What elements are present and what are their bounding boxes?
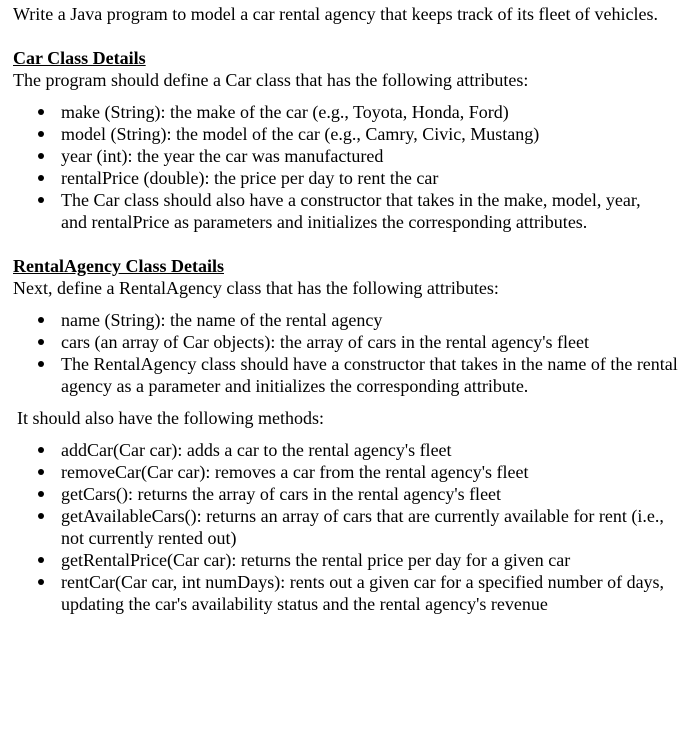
list-item: removeCar(Car car): removes a car from the rental agency's fleet [13,461,683,483]
list-item: model (String): the model of the car (e.g., Camry, Civic, Mustang) [13,123,683,145]
list-item: The Car class should also have a constructor that takes in the make, model, year, and rentalPrice as parameters and initializes the corresponding attributes. [13,189,683,233]
car-attributes-list [13,101,683,233]
car-class-description: The program should define a Car class that has the following attributes: [13,70,529,90]
agency-attributes-list [13,309,683,397]
agency-methods-list [13,439,683,615]
list-item: getRentalPrice(Car car): returns the rental price per day for a given car [13,549,683,571]
spacer [13,299,683,309]
agency-class-heading [13,255,683,277]
list-item: cars (an array of Car objects): the array of cars in the rental agency's fleet [13,331,683,353]
car-class-heading-text: Car Class Details [13,48,146,68]
methods-intro: It should also have the following methods: [17,408,324,428]
list-item: rentCar(Car car, int numDays): rents out a given car for a specified number of days, updating the car's availability status and the rental agency's revenue [13,571,683,615]
spacer [13,91,683,101]
spacer [13,429,683,439]
list-item: rentalPrice (double): the price per day to rent the car [13,167,683,189]
list-item: getCars(): returns the array of cars in the rental agency's fleet [13,483,683,505]
spacer [13,25,683,47]
list-item: addCar(Car car): adds a car to the rental agency's fleet [13,439,683,461]
list-item: name (String): the name of the rental agency [13,309,683,331]
list-item: make (String): the make of the car (e.g., Toyota, Honda, Ford) [13,101,683,123]
spacer [13,397,683,407]
agency-class-description: Next, define a RentalAgency class that has the following attributes: [13,278,499,298]
agency-class-heading-text: RentalAgency Class Details [13,256,224,276]
spacer [13,233,683,255]
intro-paragraph: Write a Java program to model a car rental agency that keeps track of its fleet of vehicles. [13,4,658,24]
list-item: getAvailableCars(): returns an array of cars that are currently available for rent (i.e., not currently rented out) [13,505,683,549]
car-class-heading [13,47,683,69]
list-item: The RentalAgency class should have a constructor that takes in the name of the rental agency as a parameter and initializes the corresponding attribute. [13,353,683,397]
document-body [13,3,683,615]
list-item: year (int): the year the car was manufactured [13,145,683,167]
